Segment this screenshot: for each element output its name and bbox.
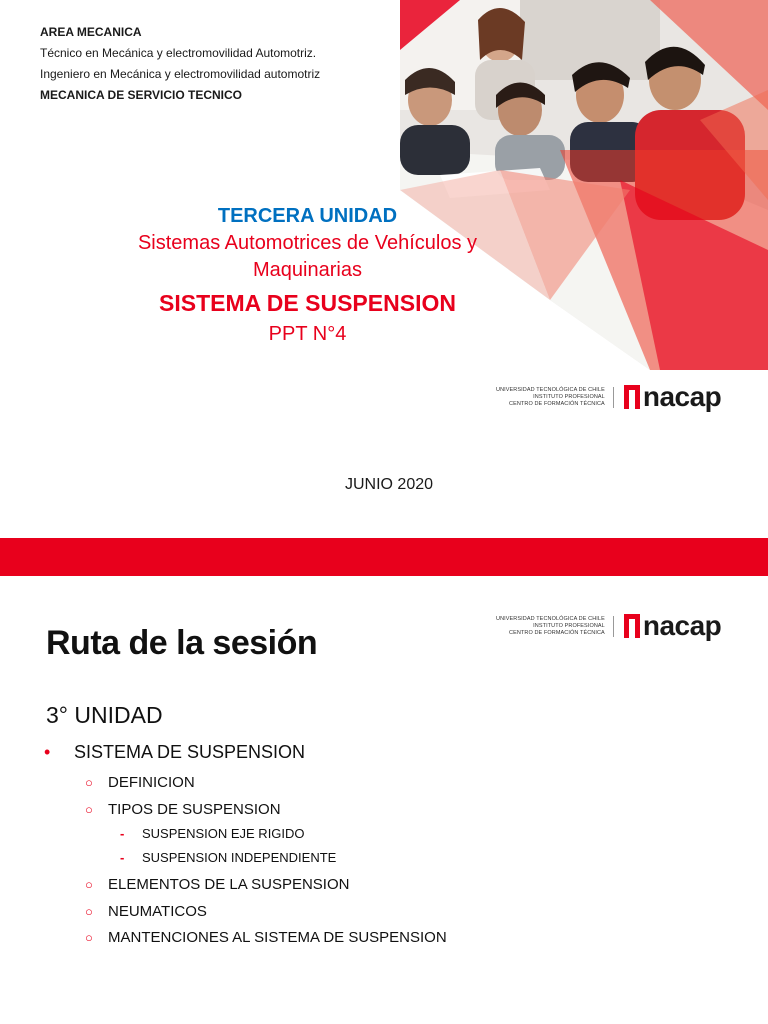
title-block [70, 202, 545, 348]
inacap-brand [624, 611, 721, 641]
list-item [44, 742, 305, 763]
institution-text [496, 616, 614, 637]
presentation-date: JUNIO 2020 [344, 476, 434, 493]
circle-marker: ○ [85, 877, 93, 892]
program-line-2: Ingeniero en Mecánica y electromovilidad automotriz [40, 67, 321, 81]
list-item [120, 826, 305, 841]
inacap-i-icon [624, 385, 640, 409]
inacap-i-icon [624, 614, 640, 638]
dash-marker: - [120, 826, 125, 841]
list-item-text: ELEMENTOS DE LA SUSPENSION [108, 876, 350, 893]
institution-line-3: CENTRO DE FORMACIÓN TÉCNICA [509, 400, 605, 407]
list-item [85, 801, 281, 818]
area-title: AREA MECANICA [40, 25, 142, 39]
main-title: SISTEMA DE SUSPENSION [159, 290, 456, 316]
dash-marker: - [120, 850, 125, 865]
institution-line-3: CENTRO DE FORMACIÓN TÉCNICA [509, 629, 605, 636]
circle-marker: ○ [85, 904, 93, 919]
subtitle-line-1: Sistemas Automotrices de Vehículos y [137, 232, 478, 254]
unit-heading: 3° UNIDAD [46, 702, 163, 728]
institution-text [496, 387, 614, 408]
institution-line-2: INSTITUTO PROFESIONAL [533, 393, 605, 400]
inacap-brand [624, 382, 721, 412]
list-item [85, 876, 349, 893]
circle-marker: ○ [85, 930, 93, 945]
list-item-text: SUSPENSION EJE RIGIDO [142, 826, 305, 841]
area-info [40, 22, 320, 106]
institution-line-1: UNIVERSIDAD TECNOLÓGICA DE CHILE [496, 386, 605, 393]
list-item-text: SUSPENSION INDEPENDIENTE [142, 850, 337, 865]
list-item-text: NEUMATICOS [108, 903, 207, 920]
ppt-number: PPT N°4 [268, 323, 347, 345]
slide-divider [0, 538, 768, 576]
circle-marker: ○ [85, 802, 93, 817]
brand-name: nacap [642, 610, 722, 641]
bullet-marker: • [44, 742, 51, 762]
slide-title: Ruta de la sesión [46, 624, 318, 662]
list-item-text: SISTEMA DE SUSPENSION [74, 742, 306, 762]
list-item-text: TIPOS DE SUSPENSION [108, 801, 281, 818]
subtitle-line-2: Maquinarias [253, 259, 362, 281]
unit-title: TERCERA UNIDAD [217, 205, 398, 227]
circle-marker: ○ [85, 775, 93, 790]
course-name: MECANICA DE SERVICIO TECNICO [40, 88, 243, 102]
brand-name: nacap [642, 381, 722, 412]
agenda-slide [0, 576, 768, 1024]
program-line-1: Técnico en Mecánica y electromovilidad Automotriz. [40, 46, 317, 60]
inacap-logo [496, 382, 721, 412]
list-item [85, 929, 447, 946]
list-item-text: DEFINICION [108, 774, 195, 791]
list-item [85, 903, 207, 920]
inacap-logo [496, 611, 721, 641]
list-item [120, 850, 336, 865]
list-item [85, 774, 195, 791]
institution-line-1: UNIVERSIDAD TECNOLÓGICA DE CHILE [496, 615, 605, 622]
list-item-text: MANTENCIONES AL SISTEMA DE SUSPENSION [108, 929, 447, 946]
institution-line-2: INSTITUTO PROFESIONAL [533, 622, 605, 629]
